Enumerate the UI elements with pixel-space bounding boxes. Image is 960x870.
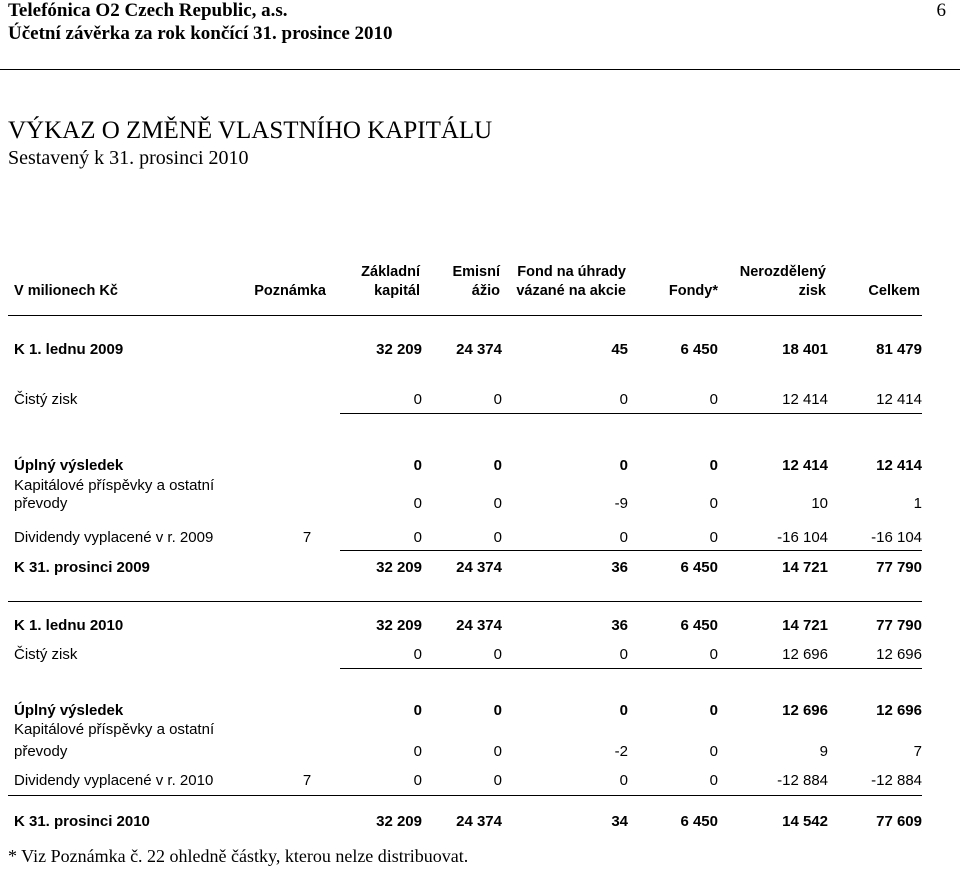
cell-share-premium: 24 374 [456,341,502,358]
cell-retained: 14 721 [782,617,828,634]
col-share-premium-header-2: ážio [471,283,500,299]
column-header-rule [8,315,922,316]
cell-share-premium: 0 [493,529,502,546]
table-row [0,339,960,361]
cell-share-capital: 0 [413,743,422,760]
cell-share-premium: 0 [493,391,502,408]
cell-share-capital: 0 [413,772,422,789]
cell-funds: 0 [709,391,718,408]
cell-share-capital: 0 [413,457,422,474]
cell-share-fund: 0 [619,457,628,474]
row-rule [340,550,922,551]
cell-share-premium: 0 [493,646,502,663]
cell-retained: 12 414 [782,457,828,474]
cell-share-premium: 24 374 [456,559,502,576]
row-label: Čistý zisk [14,646,78,663]
col-share-fund-header-1: Fond na úhrady [517,264,626,280]
cell-funds: 0 [709,702,718,719]
cell-share-fund: 36 [611,559,628,576]
cell-share-capital: 32 209 [376,617,422,634]
cell-retained: -16 104 [777,529,828,546]
cell-share-premium: 0 [493,702,502,719]
col-label-header: V milionech Kč [14,283,118,299]
cell-total: -12 884 [871,772,922,789]
table-row [0,455,960,477]
col-share-capital-header-1: Základní [361,264,420,280]
row-label-line2: převody [14,743,68,760]
row-label-line1: Kapitálové příspěvky a ostatní [14,721,215,738]
header-divider [0,69,960,70]
cell-retained: 14 721 [782,559,828,576]
table-row [0,700,960,722]
cell-funds: 0 [709,529,718,546]
statement-title: VÝKAZ O ZMĚNĚ VLASTNÍHO KAPITÁLU [8,117,493,144]
row-label: K 1. lednu 2009 [14,341,124,358]
cell-share-premium: 24 374 [456,813,502,830]
cell-funds: 0 [709,457,718,474]
row-label: Úplný výsledek [14,457,124,474]
col-retained-header-1: Nerozdělený [739,264,826,280]
cell-retained: 12 414 [782,391,828,408]
cell-share-capital: 0 [413,495,422,512]
cell-share-fund: 0 [619,646,628,663]
table-row [0,557,960,579]
table-row [0,770,960,792]
col-funds-header: Fondy* [668,283,718,299]
table-row [0,527,960,549]
cell-retained: 10 [811,495,828,512]
row-label: K 31. prosinci 2010 [14,813,150,830]
table-row [0,389,960,411]
col-total-header: Celkem [868,283,920,299]
cell-share-capital: 0 [413,646,422,663]
table-row [0,644,960,666]
cell-share-fund: 34 [611,813,628,830]
row-label: K 31. prosinci 2009 [14,559,150,576]
cell-retained: 14 542 [782,813,828,830]
cell-share-fund: -9 [614,495,628,512]
cell-share-fund: 0 [619,391,628,408]
row-label: Dividendy vyplacené v r. 2009 [14,529,214,546]
cell-share-premium: 0 [493,457,502,474]
row-rule [340,668,922,669]
cell-total: 81 479 [876,341,922,358]
footnote: * Viz Poznámka č. 22 ohledně částky, kterou nelze distribuovat. [8,846,469,866]
note-reference: 7 [302,529,312,546]
cell-total: 1 [913,495,922,512]
row-rule [340,413,922,414]
cell-retained: 9 [819,743,828,760]
cell-total: 12 696 [876,646,922,663]
company-name: Telefónica O2 Czech Republic, a.s. [8,0,288,21]
row-label: Čistý zisk [14,391,78,408]
cell-total: 77 790 [876,559,922,576]
cell-total: 7 [913,743,922,760]
cell-share-premium: 0 [493,772,502,789]
cell-share-premium: 0 [493,495,502,512]
cell-share-capital: 0 [413,702,422,719]
cell-share-capital: 32 209 [376,559,422,576]
cell-share-fund: 0 [619,702,628,719]
col-share-fund-header-2: vázané na akcie [516,283,626,299]
cell-share-fund: 0 [619,529,628,546]
cell-share-fund: 0 [619,772,628,789]
cell-funds: 6 450 [680,559,718,576]
cell-share-fund: 45 [611,341,628,358]
section-rule [8,601,922,602]
row-label: K 1. lednu 2010 [14,617,124,634]
cell-retained: -12 884 [777,772,828,789]
row-label: Úplný výsledek [14,702,124,719]
cell-share-capital: 32 209 [376,813,422,830]
cell-total: 77 790 [876,617,922,634]
cell-retained: 12 696 [782,646,828,663]
cell-total: 12 414 [876,391,922,408]
cell-total: -16 104 [871,529,922,546]
col-retained-header-2: zisk [798,283,826,299]
cell-share-capital: 32 209 [376,341,422,358]
cell-funds: 6 450 [680,341,718,358]
statement-subtitle: Sestavený k 31. prosinci 2010 [8,147,249,169]
page-number: 6 [936,0,946,21]
row-label-line1: Kapitálové příspěvky a ostatní [14,477,215,494]
cell-share-fund: -2 [614,743,628,760]
cell-retained: 18 401 [782,341,828,358]
cell-total: 12 414 [876,457,922,474]
cell-share-premium: 0 [493,743,502,760]
table-row [0,615,960,637]
table-row [0,741,960,763]
row-rule [8,795,922,796]
cell-funds: 0 [709,495,718,512]
report-title: Účetní závěrka za rok končící 31. prosince 2010 [8,23,393,44]
cell-retained: 12 696 [782,702,828,719]
col-share-capital-header-2: kapitál [374,283,420,299]
col-share-premium-header-1: Emisní [452,264,500,280]
cell-total: 12 696 [876,702,922,719]
cell-funds: 0 [709,772,718,789]
note-reference: 7 [302,772,312,789]
cell-funds: 6 450 [680,813,718,830]
cell-funds: 6 450 [680,617,718,634]
row-label: Dividendy vyplacené v r. 2010 [14,772,214,789]
cell-share-capital: 0 [413,529,422,546]
cell-share-capital: 0 [413,391,422,408]
table-row [0,493,960,515]
cell-funds: 0 [709,646,718,663]
cell-share-fund: 36 [611,617,628,634]
cell-funds: 0 [709,743,718,760]
col-note-header: Poznámka [254,283,326,299]
table-row [0,811,960,833]
cell-share-premium: 24 374 [456,617,502,634]
row-label-line2: převody [14,495,68,512]
cell-total: 77 609 [876,813,922,830]
